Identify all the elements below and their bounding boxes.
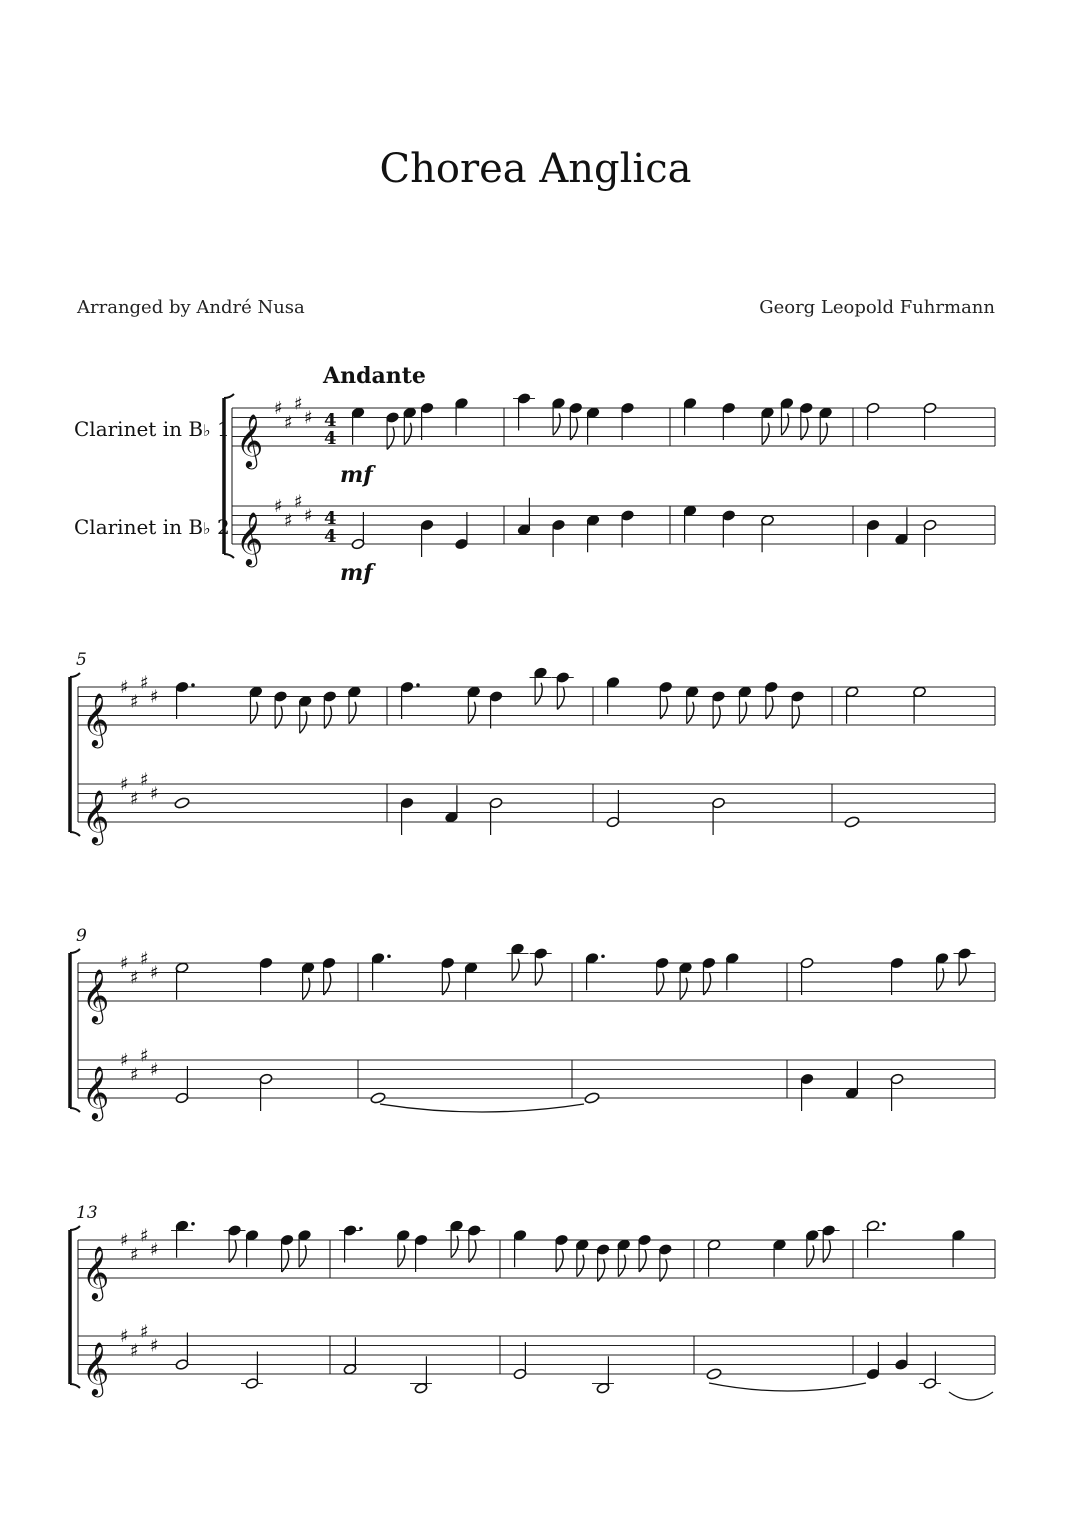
dynamic-marking-1: mf <box>340 462 373 488</box>
note-head <box>534 667 548 679</box>
note-head <box>555 1234 569 1246</box>
note-head <box>722 402 736 414</box>
note-head <box>245 1229 259 1241</box>
sharp-icon: ♯ <box>130 691 139 713</box>
score-title: Chorea Anglica <box>379 146 692 192</box>
note-flag <box>781 413 788 435</box>
sharp-icon: ♯ <box>150 962 159 984</box>
note-head <box>323 691 337 703</box>
note-head <box>800 1073 814 1085</box>
treble-clef-icon: 𝄞 <box>82 789 110 843</box>
note-head <box>441 957 455 969</box>
note-head <box>738 686 752 698</box>
measure-number: 5 <box>76 650 87 670</box>
note-head <box>617 1239 631 1251</box>
note-head <box>274 691 288 703</box>
dynamic-marking-2: mf <box>340 560 373 586</box>
note-flag <box>807 1245 814 1267</box>
note-head <box>606 816 620 828</box>
note-head <box>175 1359 189 1371</box>
note-head <box>245 1378 259 1390</box>
arranger-credit: Arranged by André Nusa <box>77 297 305 318</box>
note-head <box>800 957 814 969</box>
note-flag <box>739 702 746 724</box>
note-flag <box>577 1255 584 1277</box>
note-head <box>400 681 414 693</box>
note-head <box>707 1239 721 1251</box>
note-head <box>958 948 972 960</box>
note-head <box>621 402 635 414</box>
sharp-icon: ♯ <box>294 491 303 513</box>
sharp-icon: ♯ <box>274 496 283 517</box>
sharp-icon: ♯ <box>274 398 283 419</box>
note-head <box>175 1220 189 1232</box>
note-flag <box>937 968 944 990</box>
note-head <box>450 1220 464 1232</box>
sharp-icon: ♯ <box>130 1340 139 1362</box>
sharp-icon: ♯ <box>150 1335 159 1357</box>
augmentation-dot <box>387 954 391 958</box>
bracket-hook <box>224 554 234 558</box>
measure-number: 13 <box>76 1203 98 1223</box>
sharp-icon: ♯ <box>120 953 129 974</box>
note-head <box>845 686 859 698</box>
sharp-icon: ♯ <box>140 1225 149 1247</box>
composer-credit: Georg Leopold Fuhrmann <box>759 297 995 318</box>
note-head <box>712 797 726 809</box>
note-head <box>655 957 669 969</box>
augmentation-dot <box>416 683 420 687</box>
tie <box>949 1392 993 1400</box>
note-head <box>764 681 778 693</box>
note-flag <box>553 413 560 435</box>
note-head <box>511 943 525 955</box>
note-head <box>280 1234 294 1246</box>
note-flag <box>299 1245 306 1267</box>
note-head <box>895 1359 909 1371</box>
bracket-hook <box>70 673 80 677</box>
note-flag <box>687 702 694 724</box>
note-head <box>679 962 693 974</box>
tie <box>380 1104 584 1112</box>
note-head <box>725 952 739 964</box>
note-head <box>658 1244 672 1256</box>
note-head <box>386 412 400 424</box>
note-flag <box>300 711 307 733</box>
note-head <box>685 686 699 698</box>
note-head <box>420 402 434 414</box>
note-head <box>890 1073 904 1085</box>
sharp-icon: ♯ <box>140 1321 149 1343</box>
tempo-marking: Andante <box>323 363 426 389</box>
note-head <box>780 397 794 409</box>
note-head <box>464 962 478 974</box>
note-head <box>596 1244 610 1256</box>
sharp-icon: ♯ <box>294 393 303 415</box>
sharp-icon: ♯ <box>120 1230 129 1251</box>
treble-clef-icon: 𝄞 <box>236 413 264 467</box>
note-head <box>343 1225 357 1237</box>
note-head <box>249 686 263 698</box>
note-head <box>467 686 481 698</box>
bracket-hook <box>70 1384 80 1388</box>
time-signature-bottom: 4 <box>324 428 337 449</box>
note-head <box>552 519 566 531</box>
note-head <box>596 1382 610 1394</box>
note-head <box>585 952 599 964</box>
treble-clef-icon: 𝄞 <box>236 511 264 565</box>
note-head <box>575 1239 589 1251</box>
note-head <box>301 962 315 974</box>
note-head <box>866 1220 880 1232</box>
note-flag <box>398 1245 405 1267</box>
note-head <box>298 695 312 707</box>
note-head <box>773 1239 787 1251</box>
note-head <box>935 952 949 964</box>
note-head <box>414 1382 428 1394</box>
note-flag <box>349 702 356 724</box>
time-signature-bottom: 4 <box>324 526 337 547</box>
note-head <box>866 519 880 531</box>
sharp-icon: ♯ <box>120 774 129 795</box>
sharp-icon: ♯ <box>130 967 139 989</box>
note-head <box>890 957 904 969</box>
augmentation-dot <box>601 954 605 958</box>
note-head <box>351 407 365 419</box>
instrument-number: 2 <box>216 515 230 539</box>
sharp-icon: ♯ <box>150 783 159 805</box>
note-head <box>467 1225 481 1237</box>
note-flag <box>680 978 687 1000</box>
sharp-icon: ♯ <box>130 1064 139 1086</box>
time-signature-top: 4 <box>324 410 337 431</box>
augmentation-dot <box>191 1222 195 1226</box>
instrument-name: Clarinet in B <box>74 515 204 539</box>
sharp-icon: ♯ <box>150 1239 159 1261</box>
note-flag <box>451 1236 458 1258</box>
note-head <box>414 1234 428 1246</box>
note-head <box>913 686 927 698</box>
sharp-icon: ♯ <box>304 505 313 527</box>
treble-clef-icon: 𝄞 <box>82 692 110 746</box>
measure-number: 9 <box>76 926 87 946</box>
note-head <box>866 402 880 414</box>
note-head <box>621 510 635 522</box>
note-head <box>761 514 775 526</box>
time-signature-top: 4 <box>324 508 337 529</box>
treble-clef-icon: 𝄞 <box>82 1245 110 1299</box>
sharp-icon: ♯ <box>140 1045 149 1067</box>
note-head <box>343 1363 357 1375</box>
treble-clef-icon: 𝄞 <box>82 1065 110 1119</box>
note-flag <box>250 702 257 724</box>
bracket-hook <box>70 832 80 836</box>
note-head <box>702 957 716 969</box>
note-head <box>569 402 583 414</box>
note-head <box>174 797 190 809</box>
note-head <box>706 1368 722 1380</box>
note-flag <box>404 423 411 445</box>
instrument-name: Clarinet in B <box>74 417 204 441</box>
note-head <box>445 811 459 823</box>
sharp-icon: ♯ <box>304 407 313 429</box>
note-head <box>455 397 469 409</box>
sharp-icon: ♯ <box>120 677 129 698</box>
note-head <box>866 1368 880 1380</box>
note-head <box>761 407 775 419</box>
bracket-hook <box>224 394 234 398</box>
note-head <box>371 952 385 964</box>
note-head <box>489 797 503 809</box>
sharp-icon: ♯ <box>120 1050 129 1071</box>
note-head <box>586 407 600 419</box>
sharp-icon: ♯ <box>130 1244 139 1266</box>
note-head <box>298 1229 312 1241</box>
note-head <box>722 510 736 522</box>
note-flag <box>762 423 769 445</box>
note-head <box>923 1378 937 1390</box>
note-head <box>259 1073 273 1085</box>
sharp-icon: ♯ <box>150 686 159 708</box>
instrument-number: 1 <box>216 417 230 441</box>
augmentation-dot <box>191 683 195 687</box>
note-head <box>513 1229 527 1241</box>
note-head <box>403 407 417 419</box>
note-flag <box>618 1255 625 1277</box>
flat-sign: ♭ <box>203 519 211 538</box>
note-head <box>175 681 189 693</box>
note-head <box>534 948 548 960</box>
note-head <box>952 1229 966 1241</box>
note-head <box>923 519 937 531</box>
note-head <box>791 691 805 703</box>
note-head <box>420 519 434 531</box>
note-head <box>348 686 362 698</box>
note-head <box>805 1229 819 1241</box>
note-flag <box>468 702 475 724</box>
note-head <box>584 1092 600 1104</box>
sharp-icon: ♯ <box>150 1059 159 1081</box>
treble-clef-icon: 𝄞 <box>82 968 110 1022</box>
note-head <box>228 1225 242 1237</box>
treble-clef-icon: 𝄞 <box>82 1341 110 1395</box>
sharp-icon: ♯ <box>120 1326 129 1347</box>
note-flag <box>303 978 310 1000</box>
note-head <box>455 538 469 550</box>
sharp-icon: ♯ <box>140 672 149 694</box>
note-head <box>822 1225 836 1237</box>
note-flag <box>820 423 827 445</box>
bracket-hook <box>70 949 80 953</box>
sharp-icon: ♯ <box>130 788 139 810</box>
note-head <box>370 1092 386 1104</box>
note-head <box>923 402 937 414</box>
sharp-icon: ♯ <box>140 948 149 970</box>
note-head <box>351 538 365 550</box>
note-head <box>489 691 503 703</box>
note-head <box>586 514 600 526</box>
note-head <box>400 797 414 809</box>
note-head <box>606 676 620 688</box>
bracket-hook <box>70 1108 80 1112</box>
note-head <box>683 397 697 409</box>
note-head <box>819 407 833 419</box>
tie <box>709 1383 866 1391</box>
note-head <box>712 691 726 703</box>
sharp-icon: ♯ <box>140 769 149 791</box>
bracket-hook <box>70 1226 80 1230</box>
note-head <box>259 957 273 969</box>
note-head <box>175 1092 189 1104</box>
note-head <box>552 397 566 409</box>
flat-sign: ♭ <box>203 421 211 440</box>
note-flag <box>512 959 519 981</box>
note-head <box>517 393 531 405</box>
sharp-icon: ♯ <box>284 412 293 434</box>
note-head <box>513 1368 527 1380</box>
note-head <box>638 1234 652 1246</box>
note-head <box>659 681 673 693</box>
note-head <box>175 962 189 974</box>
augmentation-dot <box>882 1222 886 1226</box>
note-flag <box>535 683 542 705</box>
note-head <box>895 533 909 545</box>
note-head <box>556 672 570 684</box>
note-head <box>845 1087 859 1099</box>
note-head <box>396 1229 410 1241</box>
note-head <box>799 402 813 414</box>
note-head <box>683 505 697 517</box>
note-head <box>322 957 336 969</box>
sharp-icon: ♯ <box>284 510 293 532</box>
note-head <box>517 524 531 536</box>
note-head <box>844 816 860 828</box>
augmentation-dot <box>359 1227 363 1231</box>
